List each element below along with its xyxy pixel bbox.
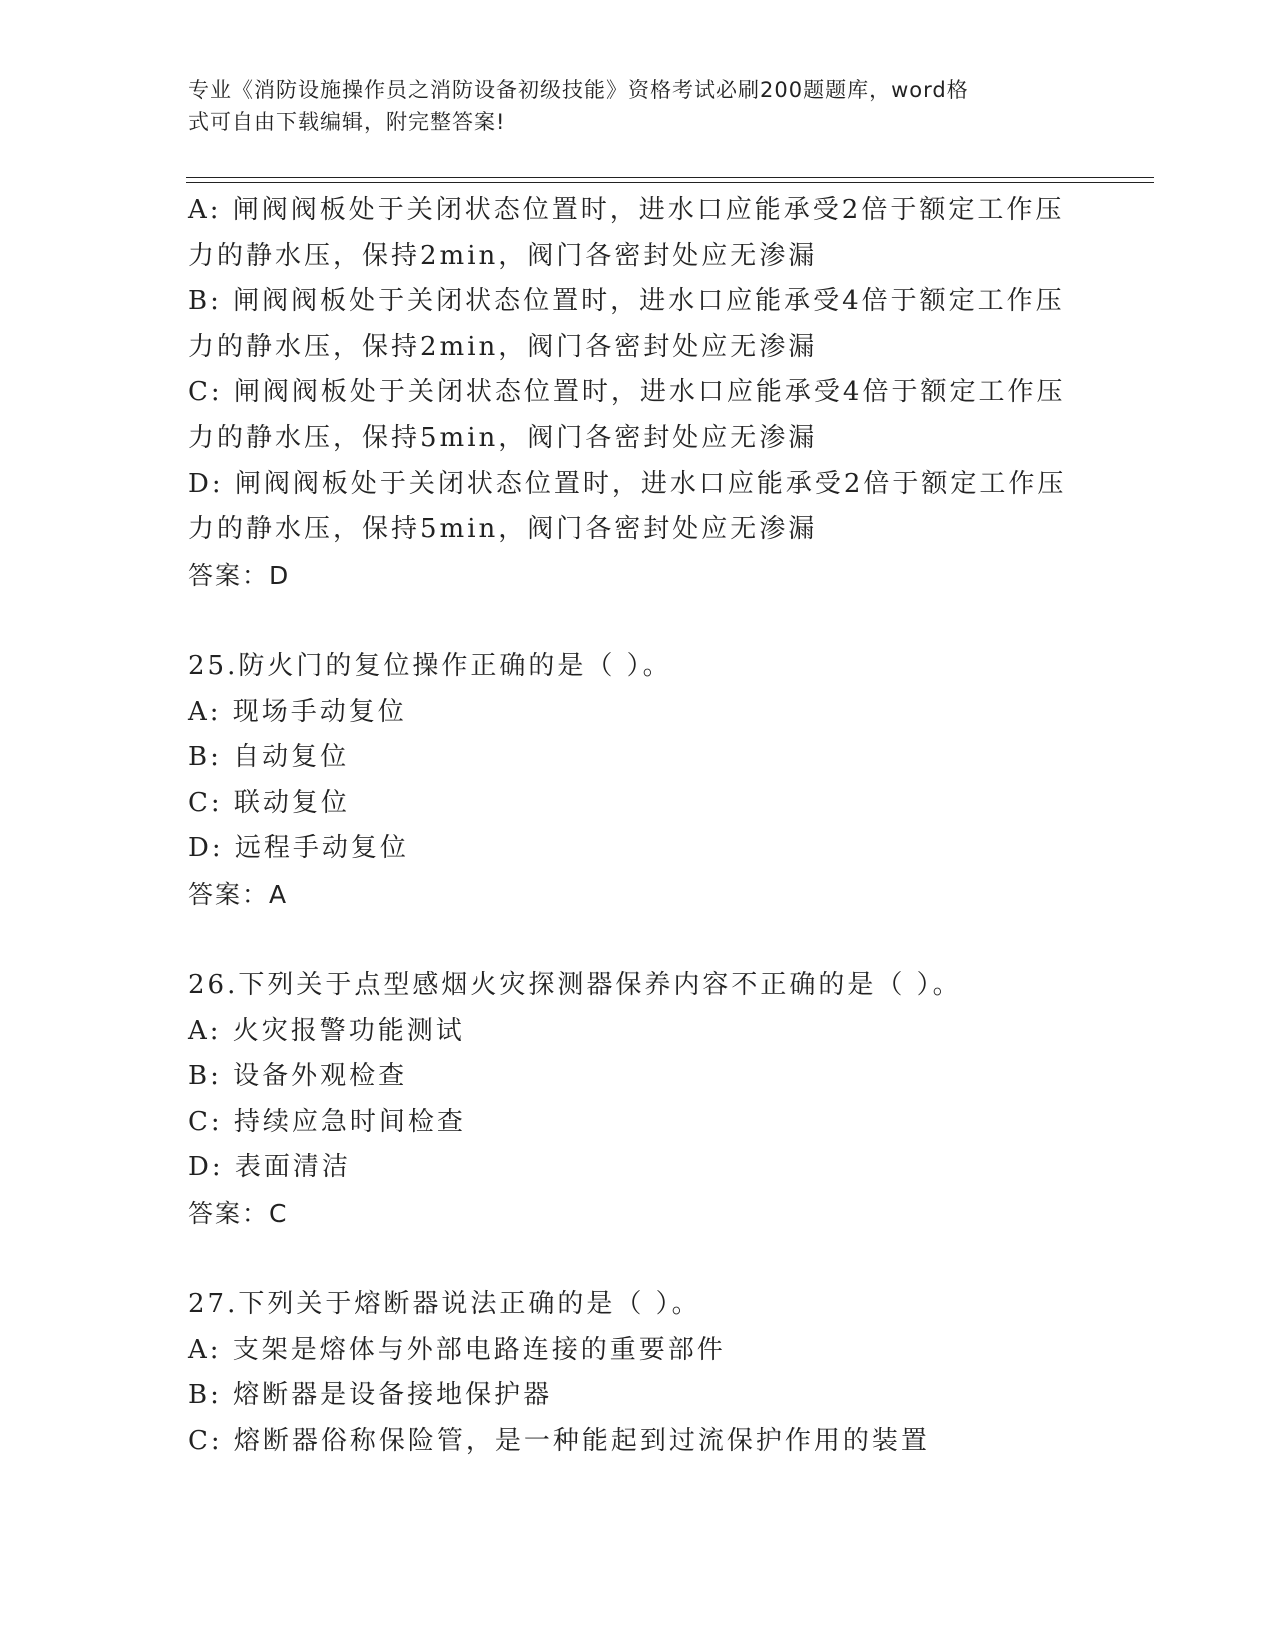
spacer <box>188 1237 1088 1283</box>
option-c: C: 持续应急时间检查 <box>188 1106 466 1137</box>
option-d-line-2: 力的静水压，保持5min，阀门各密封处应无渗漏 <box>188 514 818 545</box>
option-b: B: 熔断器是设备接地保护器 <box>188 1380 553 1411</box>
question-26-text: 26.下列关于点型感烟火灾探测器保养内容不正确的是（ ）。 <box>188 970 962 1001</box>
question-24-block <box>188 188 1088 598</box>
option-d: D: 表面清洁 <box>188 1152 351 1183</box>
answer-24: 答案：D <box>188 560 291 590</box>
option-d: D: 远程手动复位 <box>188 833 409 864</box>
option-b-line-2: 力的静水压，保持2min，阀门各密封处应无渗漏 <box>188 331 818 362</box>
option-b: B: 自动复位 <box>188 742 350 773</box>
option-a-line-2: 力的静水压，保持2min，阀门各密封处应无渗漏 <box>188 240 818 271</box>
option-a-line-1: A: 闸阀阀板处于关闭状态位置时，进水口应能承受2倍于额定工作压 <box>188 195 1065 225</box>
option-c-line-1: C: 闸阀阀板处于关闭状态位置时，进水口应能承受4倍于额定工作压 <box>188 377 1066 408</box>
option-a: A: 火灾报警功能测试 <box>188 1015 465 1046</box>
option-c: C: 熔断器俗称保险管，是一种能起到过流保护作用的装置 <box>188 1426 930 1457</box>
question-27-block <box>188 1282 1088 1464</box>
answer-25: 答案：A <box>188 879 289 909</box>
question-25-text: 25.防火门的复位操作正确的是（ ）。 <box>188 650 672 681</box>
option-d-line-1: D: 闸阀阀板处于关闭状态位置时，进水口应能承受2倍于额定工作压 <box>188 468 1067 499</box>
question-25-block <box>188 644 1088 918</box>
option-c: C: 联动复位 <box>188 787 350 818</box>
spacer <box>188 918 1088 964</box>
question-26-block <box>188 963 1088 1237</box>
header-title-line-1: 专业《消防设施操作员之消防设备初级技能》资格考试必刷200题题库，word格 <box>188 78 969 102</box>
header-divider-top <box>186 177 1154 178</box>
option-a: A: 现场手动复位 <box>188 696 407 727</box>
header-title-line-2: 式可自由下载编辑，附完整答案! <box>188 110 506 134</box>
option-a: A: 支架是熔体与外部电路连接的重要部件 <box>188 1334 726 1365</box>
option-b: B: 设备外观检查 <box>188 1061 408 1092</box>
option-b-line-1: B: 闸阀阀板处于关闭状态位置时，进水口应能承受4倍于额定工作压 <box>188 286 1065 317</box>
spacer <box>188 598 1088 644</box>
document-header <box>188 74 1068 138</box>
question-27-text: 27.下列关于熔断器说法正确的是（ ）。 <box>188 1289 701 1320</box>
option-c-line-2: 力的静水压，保持5min，阀门各密封处应无渗漏 <box>188 422 818 453</box>
question-list <box>188 188 1088 1465</box>
answer-26: 答案：C <box>188 1199 289 1229</box>
header-divider-bottom <box>186 182 1154 183</box>
